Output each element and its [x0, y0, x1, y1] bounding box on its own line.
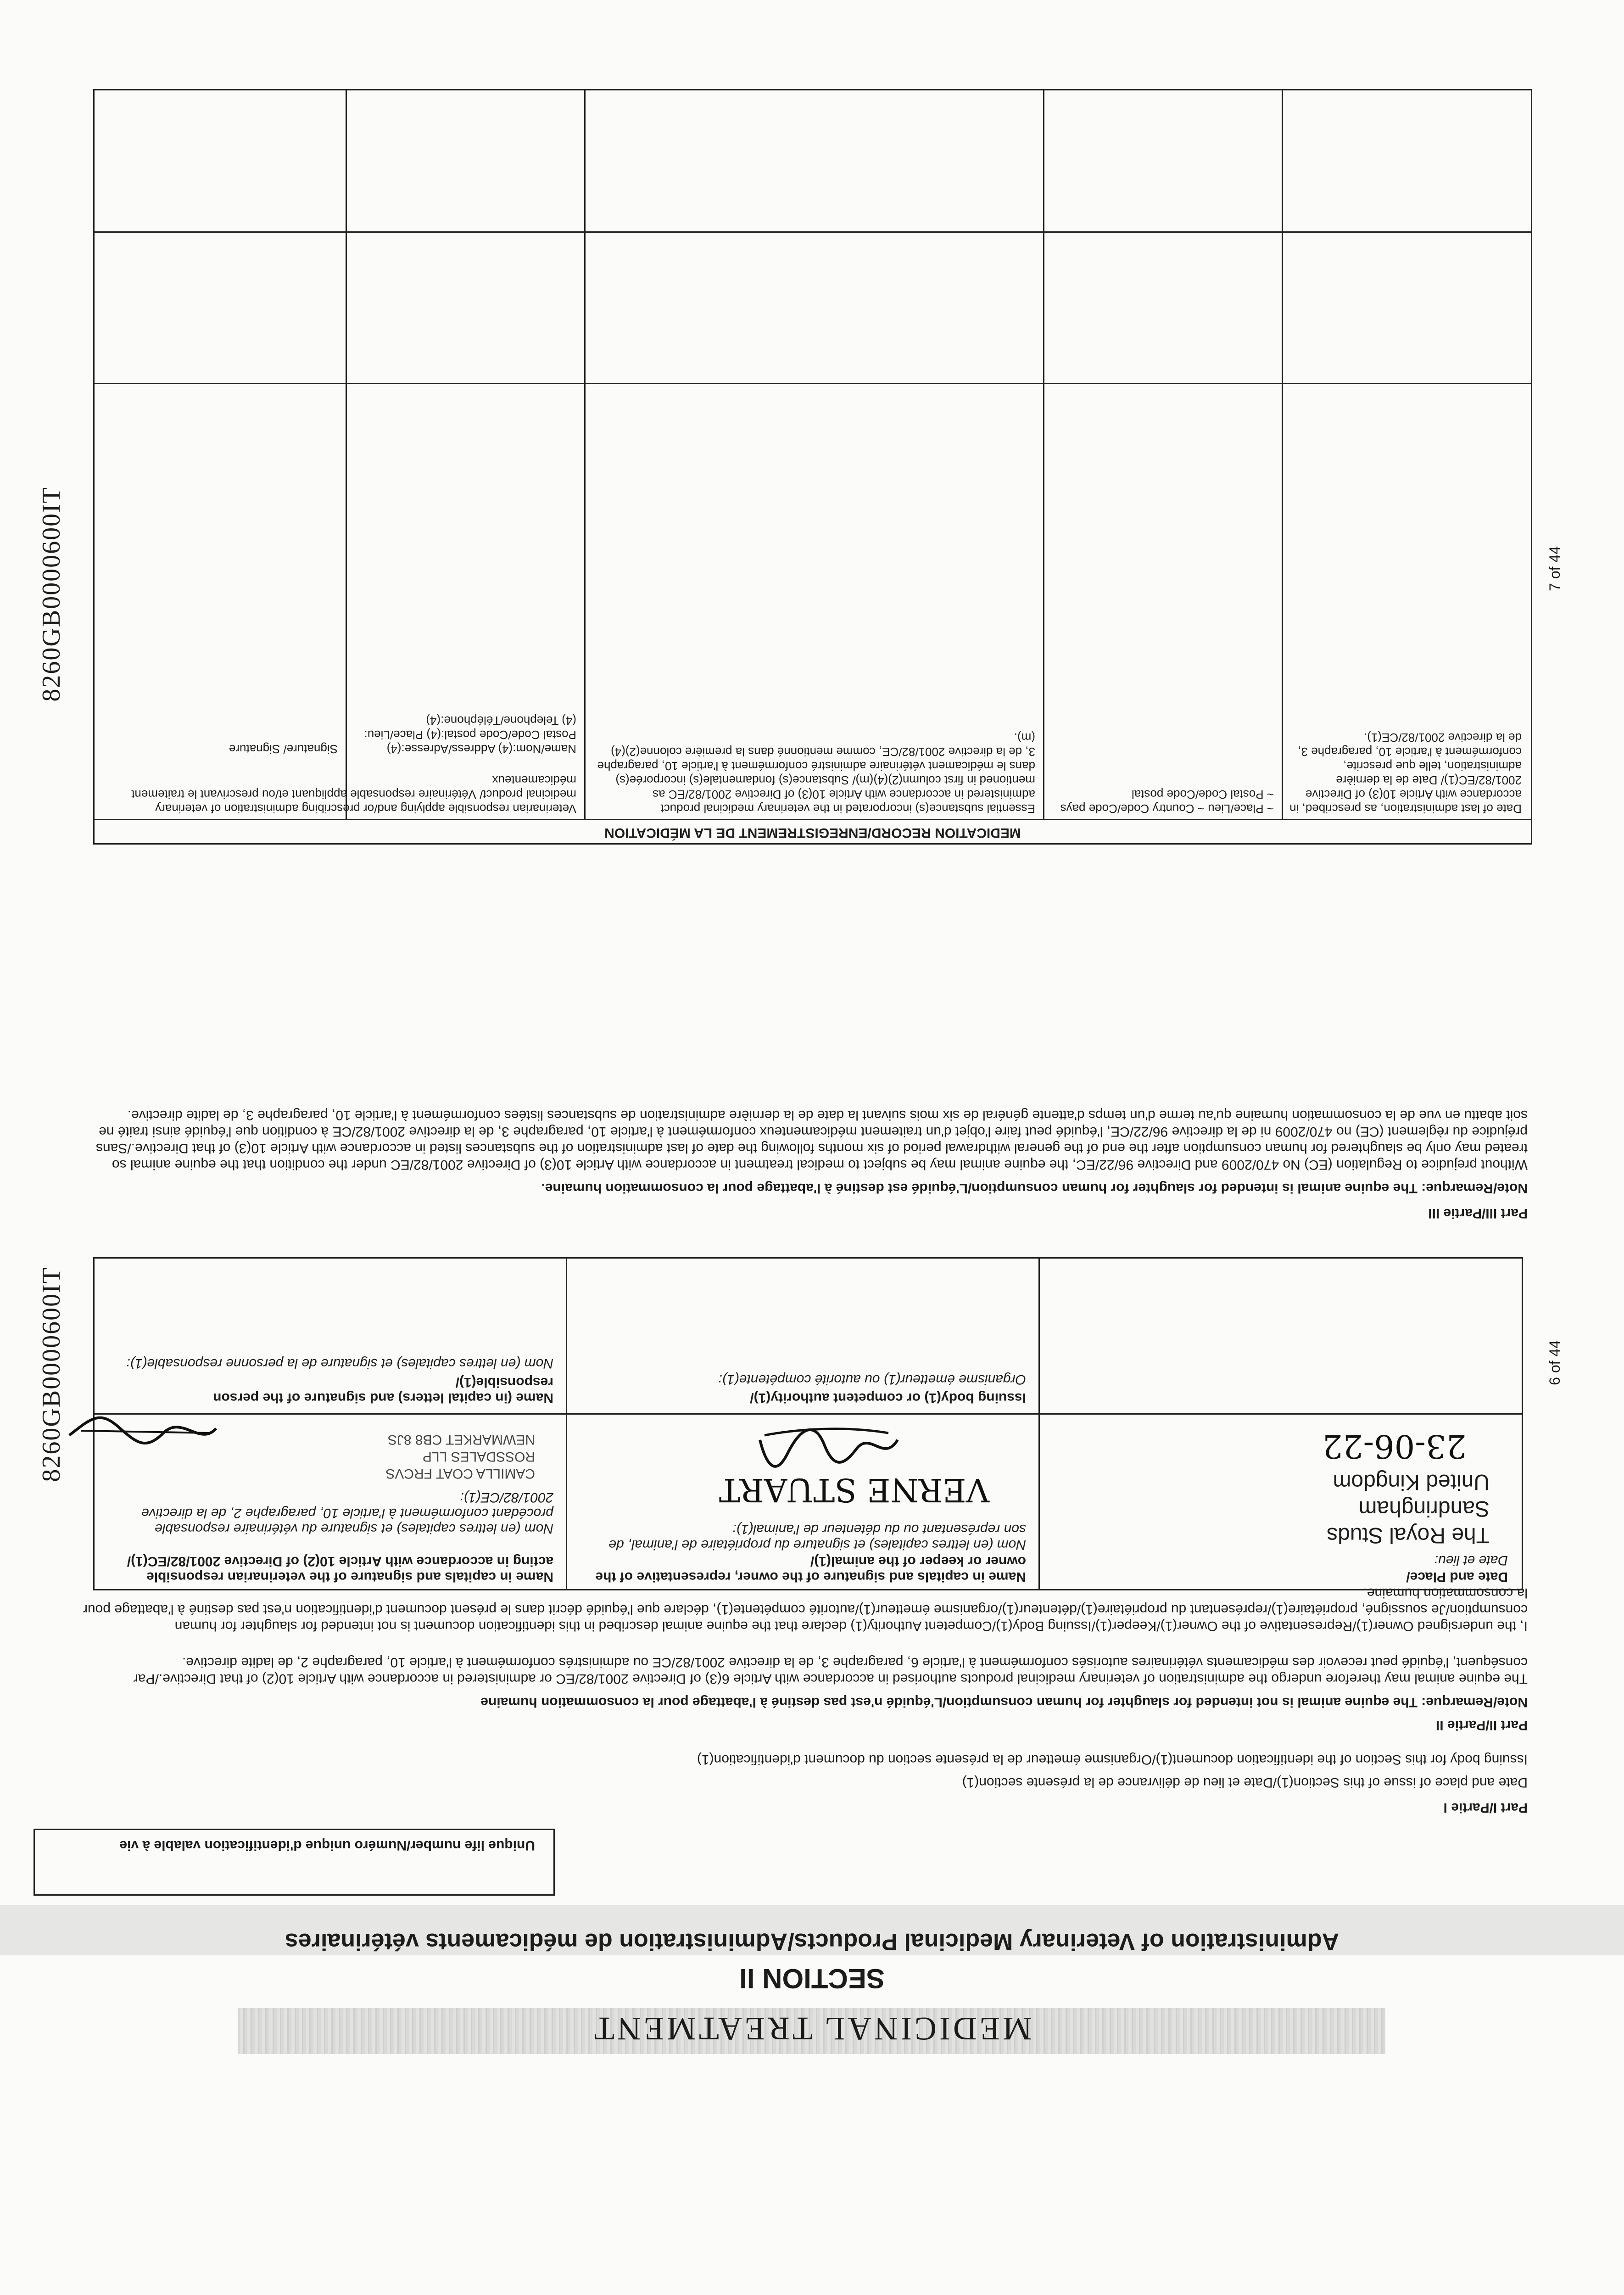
studs-country: United Kingdom [1333, 1470, 1490, 1494]
part3-paragraph: Without prejudice to Regulation (EC) No 470/2009 and Directive 96/22/EC, the equine animal may be subject to medical treatment in accordance with Article 10(3) of Directive 2001/82/EC under the condition that the equine animal so treated may only be slaughtered for human consumption after the end of the general withdrawal period of six months following the date of last administration of the substances listed in accordance with Article 10(3) of that Directive./Sans préjudice du règlement (CE) no 470/2009 ni de la directive 96/22/CE, l'équidé peut faire l'objet d'un traitement médicamenteux conformément à l'article 10, paragraphe 3, de la directive 2001/82/CE à condition que l'équidé ainsi traité ne soit abattu en vue de la consommation humaine qu'au terme d'un temps d'attente général de six mois suivant la date de la dernière administration de substances listées conformément à l'article 10, paragraphe 3, de ladite directive. [95, 1108, 1528, 1172]
part1-date-place: Date and place of issue of this Section(1)/Date et lieu de délivrance de la présente section(1) [962, 1775, 1528, 1790]
header-essential-substances: Essential substance(s) incorporated in the veterinary medicinal product administered in accordance with Article 10(3) of Directive 2001/82/EC as mentioned in first column(2)(4)(m)/ Substance(s) fondamentale(s) incorporée(s) dans le médicament vétérinaire administré conformément à l'article 10, paragraphe 3, de la directive 2001/82/CE, comme mentionné dans la première colonne(2)(4)(m). [597, 731, 1035, 816]
header-vet-contact-fields: Name/Nom:(4) Address/Adresse:(4) Postal Code/Code postal:(4) Place/Lieu:(4) Telephone/Téléphone:(4) [364, 714, 576, 756]
handwritten-date: 23-06-22 [1322, 1427, 1467, 1465]
header-place-country-postal: ~ Place/Lieu ~ Country Code/Code pays ~ Postal Code/Code postal [1060, 788, 1274, 816]
document-reference-top: 8260GB0000600IT [37, 487, 66, 702]
header-veterinarian: Veterinarian responsible applying and/or prescribing administration of veterinary medicinal product/ Vétérinaire responsable appliquant et/ou prescrivant le traitement médicamenteux [131, 773, 576, 816]
vet-signature-label: Name in capitals and signature of the veterinarian responsible acting in accordance with Article 10(2) of Directive 2001/82/EC(1)/ [127, 1554, 553, 1584]
date-place-label: Date and Place/ [1406, 1569, 1508, 1584]
part1-heading: Part I/Partie I [1443, 1800, 1528, 1815]
banner-title: MEDICINAL TREATMENT [592, 2010, 1032, 2047]
part2-note: Note/Remarque: The equine animal is not intended for slaughter for human consumption/L'équidé n'est pas destiné à l'abattage pour la consommation humaine [480, 1695, 1528, 1710]
document-reference-bottom: 8260GB0000600IT [37, 1267, 66, 1482]
responsible-person-label-fr: Nom (en lettres capitales) et signature de la personne responsable(1): [126, 1356, 553, 1371]
header-last-administration: Date of last administration, as prescribed, in accordance with Article 10(3) of Directive 2001/82/EC(1)/ Date de la dernière administration, telle que prescrite, conformément à l'article 10, paragraphe 3, de la directive 2001/82/CE(1). [1289, 731, 1522, 816]
section-subtitle: Administration of Veterinary Medicinal Products/Administration de médicaments vétérinaires [285, 1928, 1339, 1955]
page-number-7: 7 of 44 [1546, 546, 1563, 591]
unique-life-number-label: Unique life number/Numéro unique d'identification valable à vie [119, 1838, 535, 1853]
page-number-6: 6 of 44 [1546, 1340, 1563, 1385]
vet-signature-image [67, 1410, 218, 1451]
owner-signature-image [755, 1422, 902, 1472]
vet-stamp-line-1: CAMILLA COAT FRCVS [385, 1466, 535, 1481]
part3-heading: Part III/Partie III [1428, 1206, 1528, 1221]
responsible-person-label: Name (in capital letters) and signature of the person responsible(1)/ [213, 1375, 553, 1405]
part2-paragraph-1: The equine animal may therefore undergo the administration of veterinary medicinal products authorised in accordance with Article 6(3) of Directive 2001/82/EC or administered in accordance with Article 10(2) of that Directive./Par conséquent, l'équidé peut recevoir des médicaments vétérinaires autorisés conformément à l'article 6, paragraphe 3, de la directive 2001/82/CE ou administrés conformément à l'article 10, paragraphe 2, de ladite directive. [133, 1655, 1528, 1686]
vet-stamp-line-3: NEWMARKET CB8 8JS [387, 1432, 535, 1447]
part3-note: Note/Remarque: The equine animal is intended for slaughter for human consumption/L'équidé est destiné à l'abattage pour la consommation humaine. [541, 1181, 1528, 1196]
owner-signature-label: Name in capitals and signature of the owner, representative of the owner or keeper of the animal(1)/ [595, 1554, 1026, 1584]
part2-paragraph-2: I, the undersigned Owner(1)/Representative of the Owner(1)/Keeper(1)/Issuing Body(1)/Competent Authority(1) declare that the equine animal described in this identification document is not intended for slaughter for human consumption/Je soussigné, propriétaire(1)/représentant du propriétaire(1)/détenteur(1)/organisme émetteur(1)/autorité compétente(1), déclare que l'équidé décrit dans le présent document d'identification n'est pas destiné à l'abattage pour la consommation humaine. [83, 1585, 1528, 1634]
part2-declaration-table [93, 1257, 1523, 1590]
owner-signature-label-fr: Nom (en lettres capitales) et signature du propriétaire de l'animal, de son représentant ou du détenteur de l'animal(1): [608, 1522, 1026, 1552]
section-title: SECTION II [739, 1963, 885, 1994]
issuing-body-label: Issuing body(1) or competent authority(1)/ [750, 1390, 1026, 1405]
part1-issuing-body: Issuing body for this Section of the identification document(1)/Organisme émetteur de la présente section du document d'identification(1) [697, 1752, 1528, 1767]
header-vet-signature: Signature/ Signature [229, 742, 338, 756]
unique-life-number-box [33, 1829, 555, 1896]
date-place-label-fr: Date et lieu: [1434, 1553, 1508, 1568]
vet-signature-label-fr: Nom (en lettres capitales) et signature du vétérinaire responsable procédant conformément à l'article 10, paragraphe 2, de la directive 2001/82/CE(1): [141, 1490, 553, 1536]
medication-record-table [93, 89, 1532, 845]
studs-place: Sandringham [1358, 1496, 1490, 1521]
vet-stamp-line-2: ROSSDALES LLP [422, 1449, 535, 1464]
medicinal-treatment-banner [238, 2008, 1385, 2054]
handwritten-owner-name: VERNE STUART [719, 1471, 989, 1509]
medication-record-title: MEDICATION RECORD/ENREGISTREMENT DE LA MÉDICATION [604, 825, 1021, 840]
issuing-body-label-fr: Organisme émetteur(1) ou autorité compétente(1): [718, 1372, 1026, 1387]
studs-name: The Royal Studs [1327, 1523, 1490, 1547]
part2-heading: Part II/Partie II [1435, 1718, 1528, 1733]
